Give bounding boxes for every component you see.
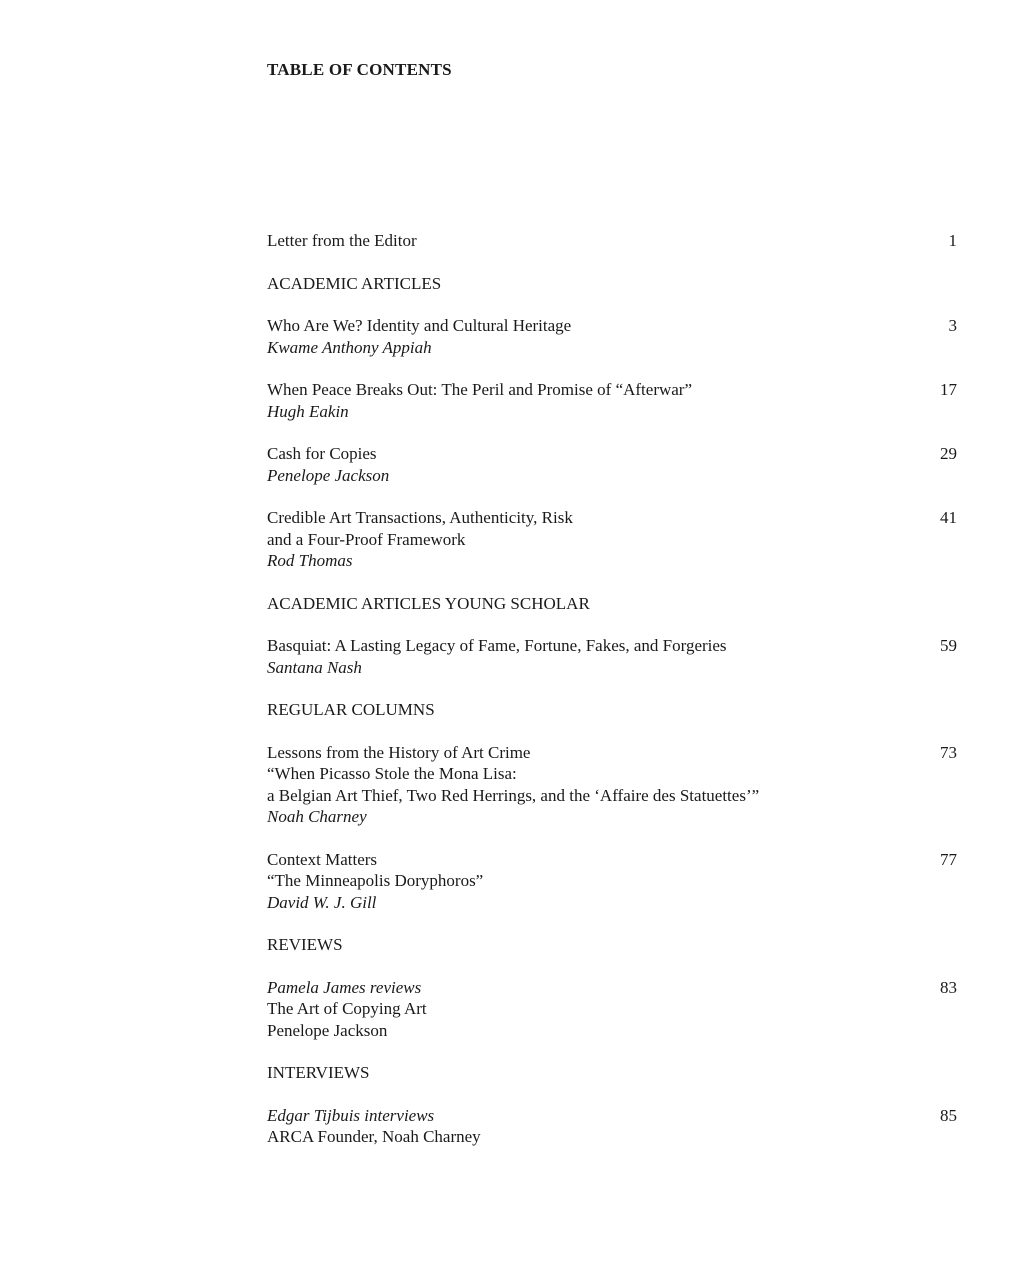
toc-entry-line: The Art of Copying Art <box>267 999 427 1018</box>
toc-section-heading: ACADEMIC ARTICLES YOUNG SCHOLAR <box>267 593 590 613</box>
toc-entry[interactable] <box>267 230 957 252</box>
toc-entry-italic-line: Noah Charney <box>267 807 367 826</box>
toc-entry[interactable] <box>267 635 957 678</box>
toc-entry-line: “When Picasso Stole the Mona Lisa: <box>267 764 517 783</box>
toc-section-heading: REVIEWS <box>267 935 343 954</box>
toc-entry[interactable] <box>267 977 957 1042</box>
toc-entry-italic-line: Santana Nash <box>267 657 362 677</box>
toc-entry[interactable] <box>267 443 957 486</box>
toc-entry-line: Lessons from the History of Art Crime <box>267 742 531 762</box>
toc-page-number: 59 <box>940 636 957 655</box>
toc-entry-italic-line: Rod Thomas <box>267 551 353 570</box>
toc-section-heading: REGULAR COLUMNS <box>267 700 435 719</box>
toc-entry-line: Cash for Copies <box>267 444 377 463</box>
toc-page-number: 41 <box>940 508 957 527</box>
toc-entry-italic-line: Hugh Eakin <box>267 401 349 421</box>
toc-entry-line: a Belgian Art Thief, Two Red Herrings, and the ‘Affaire des Statuettes’” <box>267 785 760 805</box>
toc-page-number: 1 <box>948 231 957 250</box>
toc-entry-line: Penelope Jackson <box>267 1020 388 1040</box>
toc-entry-line: Letter from the Editor <box>267 231 417 250</box>
toc-entry-italic-line: David W. J. Gill <box>267 892 377 912</box>
toc-page-number: 85 <box>940 1105 957 1125</box>
toc-entry-italic-line: Penelope Jackson <box>267 465 390 485</box>
toc-entry-line: Credible Art Transactions, Authenticity, Risk <box>267 508 573 527</box>
toc-entry-line: ARCA Founder, Noah Charney <box>267 1127 481 1146</box>
toc-entry-line: and a Four-Proof Framework <box>267 529 466 549</box>
page-title: TABLE OF CONTENTS <box>267 60 452 79</box>
toc-entry[interactable] <box>267 507 957 572</box>
toc-entry[interactable] <box>267 1105 957 1148</box>
toc-entry-line: Who Are We? Identity and Cultural Heritage <box>267 316 572 335</box>
toc-entry-italic-line: Edgar Tijbuis interviews <box>267 1105 435 1125</box>
toc-page-number: 17 <box>940 380 957 399</box>
toc-page-number: 29 <box>940 444 957 463</box>
toc-entry-line: Basquiat: A Lasting Legacy of Fame, Fortune, Fakes, and Forgeries <box>267 636 727 655</box>
toc-section-heading: ACADEMIC ARTICLES <box>267 273 442 293</box>
toc-section-heading: INTERVIEWS <box>267 1063 370 1082</box>
table-of-contents <box>267 230 957 1148</box>
toc-entry[interactable] <box>267 849 957 914</box>
toc-page-number: 77 <box>940 849 957 869</box>
toc-entry[interactable] <box>267 315 957 358</box>
toc-page-number: 3 <box>948 316 957 335</box>
toc-entry-italic-line: Kwame Anthony Appiah <box>267 337 432 357</box>
toc-entry-italic-line: Pamela James reviews <box>267 977 422 997</box>
toc-page-number: 83 <box>940 977 957 997</box>
toc-entry[interactable] <box>267 742 957 828</box>
toc-entry-line: When Peace Breaks Out: The Peril and Promise of “Afterwar” <box>267 380 693 399</box>
toc-entry-line: Context Matters <box>267 849 378 869</box>
toc-entry[interactable] <box>267 379 957 422</box>
toc-page-number: 73 <box>940 742 957 762</box>
toc-entry-line: “The Minneapolis Doryphoros” <box>267 871 484 890</box>
